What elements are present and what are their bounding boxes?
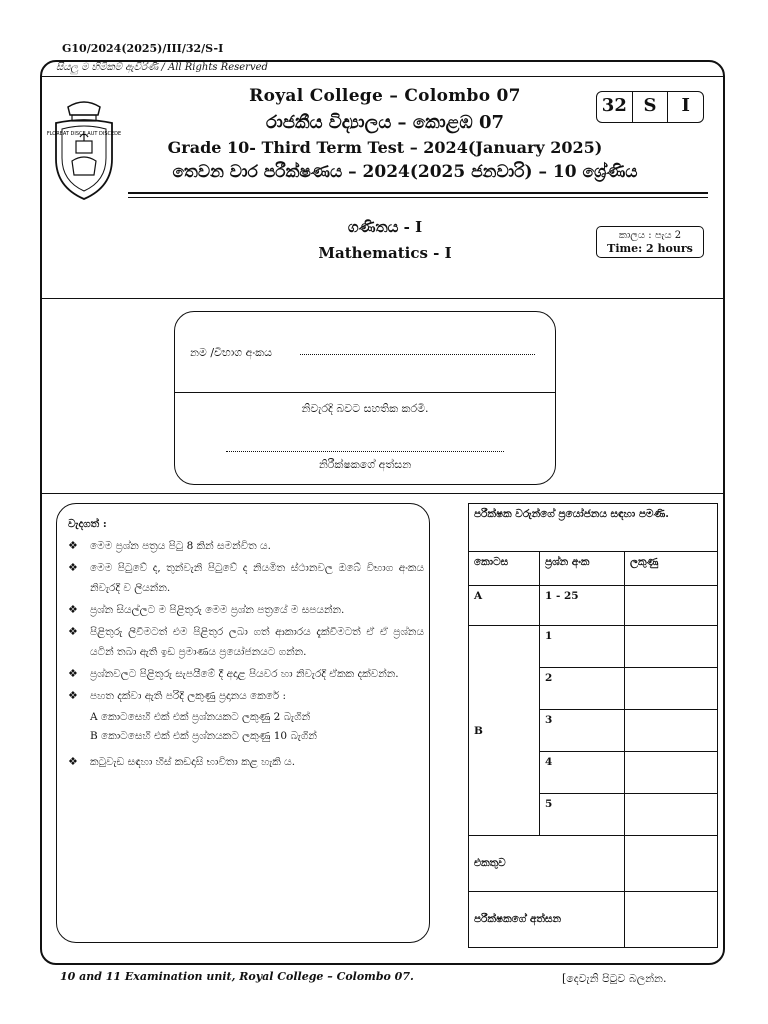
marks-cell[interactable] (625, 586, 718, 626)
question-number: 4 (540, 752, 625, 794)
column-header: ප්‍රශ්න අංක (540, 552, 625, 586)
signature-field[interactable] (226, 451, 504, 452)
part-b-label: B (469, 626, 540, 836)
total-label: එකතුව (469, 836, 625, 892)
instruction-item: ❖ මෙම ප්‍රශ්න පත්‍රය පිටු 8 කින් සමන්විත ය. (68, 536, 424, 556)
footer-right: [දෙවැනි පිටුව බලන්න. (562, 972, 667, 985)
instruction-item: ❖ ප්‍රශ්නවලට පිළිතුරු සැපයීමේ දී අදාළ පියවර හා නිවැරදි ඒකක දක්වන්න. (68, 664, 424, 684)
examiner-signature-cell[interactable] (625, 892, 718, 948)
paper-part: I (681, 95, 690, 116)
total-cell[interactable] (625, 836, 718, 892)
instruction-item: ❖ කටුවැඩ සඳහා හිස් කඩදාසි භාවිතා කළ හැකි ය. (68, 752, 424, 772)
question-number: 1 (540, 626, 625, 668)
time-en: Time: 2 hours (607, 242, 693, 255)
footer-left: 10 and 11 Examination unit, Royal College – Colombo 07. (60, 970, 414, 983)
question-number: 2 (540, 668, 625, 710)
part-a-range: 1 - 25 (540, 586, 625, 626)
marks-cell[interactable] (625, 794, 718, 836)
examiner-signature-label: පරීක්ෂකගේ අත්සන (469, 892, 625, 948)
paper-number: 32 (597, 92, 633, 122)
subject-name-en: Mathematics - I (318, 244, 452, 262)
marks-cell[interactable] (625, 752, 718, 794)
paper-code: G10/2024(2025)/III/32/S-I (62, 42, 224, 55)
crest-motto: FLOREAT DISCE AUT DISCEDE (46, 131, 122, 137)
marks-a-note: A කොටසෙහි එක් එක් ප්‍රශ්නයකට ලකුණු 2 බැගින් (90, 711, 311, 723)
exam-title-en: Grade 10- Third Term Test – 2024(January 2025) (167, 138, 603, 157)
question-number: 5 (540, 794, 625, 836)
school-crest-icon (46, 95, 122, 207)
column-header: කොටස (469, 552, 540, 586)
name-field[interactable] (300, 354, 535, 355)
part-a-label: A (469, 586, 540, 626)
instructions-heading: වැදගත් : (68, 518, 107, 530)
instruction-item: ❖ ප්‍රශ්න සියල්ලට ම පිළිතුරු මෙම ප්‍රශ්න පත්‍රයේ ම සපයන්න. (68, 600, 424, 620)
paper-id-box (596, 91, 704, 123)
question-number: 3 (540, 710, 625, 752)
school-name-en: Royal College – Colombo 07 (249, 86, 521, 106)
marks-table-title: පරීක්ෂක වරුන්ගේ ප්‍රයෝජනය සඳහා පමණි. (469, 504, 718, 552)
column-header: ලකුණු (625, 552, 718, 586)
instruction-item: ❖ පිළිතුරු ලිවීමටත් එම පිළිතුර ලබා ගත් ආකාරය දැක්වීමටත් ඒ ඒ ප්‍රශ්නය යටින් තබා ඇති ඉඩ ප්‍රමාණය ප්‍රයෝජනයට ගන්න. (68, 622, 424, 662)
section-divider (41, 298, 724, 299)
marks-cell[interactable] (625, 710, 718, 752)
instructions (68, 514, 424, 772)
marks-cell[interactable] (625, 626, 718, 668)
subject-name-si: ගණිතය - I (347, 218, 423, 236)
name-label: නම /විභාග අංකය (190, 346, 273, 359)
paper-medium: S (633, 92, 669, 122)
divider (42, 76, 724, 77)
rights-text: සියලු ම හිමිකම් ඇවිරිණි / All Rights Reserved (56, 62, 268, 73)
marks-cell[interactable] (625, 668, 718, 710)
exam-title-si: තෙවන වාර පරීක්ෂණය – 2024(2025 ජනවාරි) – 10 ශ්‍රේණිය (172, 162, 638, 182)
confirm-text: නිවැරදි බවට සහතික කරමි. (301, 402, 429, 415)
signature-label: නිරීක්ෂකගේ අත්සන (318, 458, 412, 471)
time-box (596, 226, 704, 258)
header-rule (128, 192, 708, 194)
time-si: කාලය : පැය 2 (618, 230, 682, 241)
marks-b-note: B කොටසෙහි එක් එක් ප්‍රශ්නයකට ලකුණු 10 බැගින් (90, 730, 317, 742)
instruction-item: ❖ මෙම පිටුවේ ද, තුන්වැනි පිටුවේ ද නියමිත ස්ථානවල ඔබේ විභාග අංකය නිවැරදි ව ලියන්න. (68, 558, 424, 598)
section-divider (41, 493, 724, 494)
school-name-si: රාජකීය විද්‍යාලය – කොළඹ 07 (266, 112, 504, 133)
instruction-item: ❖ පහත දක්වා ඇති පරිදි ලකුණු ප්‍රදානය කෙරේ : (68, 686, 424, 706)
divider (174, 392, 556, 393)
header-rule-thin (128, 197, 708, 198)
marks-table (468, 503, 718, 948)
